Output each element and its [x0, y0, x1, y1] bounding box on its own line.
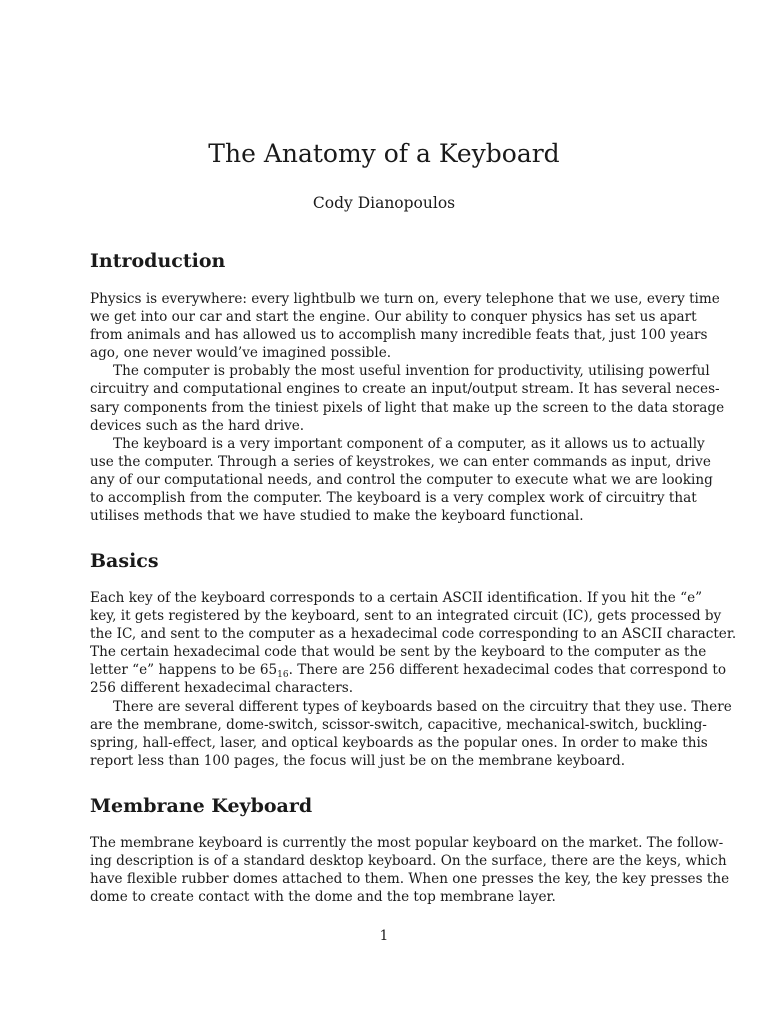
- subscript-base: 16: [277, 670, 289, 681]
- text-line: to accomplish from the computer. The keyboard is a very complex work of circuitry that: [90, 490, 697, 507]
- text-line: devices such as the hard drive.: [90, 417, 305, 434]
- text-line: 256 different hexadecimal characters.: [90, 680, 354, 697]
- text-line-with-subscript: [90, 661, 727, 681]
- text-line: any of our computational needs, and control the computer to execute what we are looking: [90, 471, 713, 488]
- text-fragment: letter “e” happens to be 65: [90, 662, 278, 679]
- text-line: spring, hall-effect, laser, and optical keyboards as the popular ones. In order to make this: [90, 734, 708, 751]
- section-heading-introduction: Introduction: [90, 250, 226, 272]
- text-line: the IC, and sent to the computer as a hexadecimal code corresponding to an ASCII character.: [90, 626, 737, 643]
- text-line: Each key of the keyboard corresponds to a certain ASCII identification. If you hit the “e”: [90, 590, 703, 606]
- text-line: utilises methods that we have studied to make the keyboard functional.: [90, 508, 584, 525]
- text-line: There are several different types of keyboards based on the circuitry that they use. There: [113, 698, 732, 715]
- text-line: ing description is of a standard desktop keyboard. On the surface, there are the keys, which: [90, 853, 727, 870]
- section-heading-membrane-keyboard: Membrane Keyboard: [90, 795, 313, 817]
- text-line: sary components from the tiniest pixels of light that make up the screen to the data storage: [90, 399, 725, 416]
- section-heading-basics: Basics: [90, 550, 159, 572]
- membrane-body: [90, 834, 730, 906]
- text-line: use the computer. Through a series of keystrokes, we can enter commands as input, drive: [90, 453, 711, 470]
- text-line: Physics is everywhere: every lightbulb we turn on, every telephone that we use, every time: [90, 291, 720, 307]
- text-line: The keyboard is a very important component of a computer, as it allows us to actually: [113, 435, 705, 452]
- text-line: key, it gets registered by the keyboard, sent to an integrated circuit (IC), gets processed by: [90, 608, 722, 625]
- text-line: we get into our car and start the engine. Our ability to conquer physics has set us apart: [90, 309, 697, 326]
- text-line: dome to create contact with the dome and the top membrane layer.: [90, 889, 556, 906]
- text-line: ago, one never would’ve imagined possible.: [90, 345, 392, 362]
- text-line: are the membrane, dome-switch, scissor-switch, capacitive, mechanical-switch, buckling-: [90, 716, 707, 733]
- paper-title: The Anatomy of a Keyboard: [208, 139, 560, 168]
- text-line: report less than 100 pages, the focus will just be on the membrane keyboard.: [90, 752, 626, 769]
- author-name: Cody Dianopoulos: [312, 194, 456, 212]
- text-line: The membrane keyboard is currently the most popular keyboard on the market. The follow-: [90, 835, 724, 851]
- text-line: The computer is probably the most useful invention for productivity, utilising powerful: [113, 363, 710, 380]
- text-line: The certain hexadecimal code that would be sent by the keyboard to the computer as the: [90, 644, 707, 661]
- text-line: from animals and has allowed us to accomplish many incredible feats that, just 100 years: [90, 327, 708, 344]
- text-line: circuitry and computational engines to create an input/output stream. It has several neces-: [90, 381, 720, 398]
- text-line: have flexible rubber domes attached to them. When one presses the key, the key presses the: [90, 871, 730, 888]
- text-fragment: . There are 256 different hexadecimal codes that correspond to: [288, 662, 727, 679]
- introduction-body: [90, 290, 725, 525]
- page-number: 1: [379, 928, 389, 944]
- basics-body: [90, 589, 737, 770]
